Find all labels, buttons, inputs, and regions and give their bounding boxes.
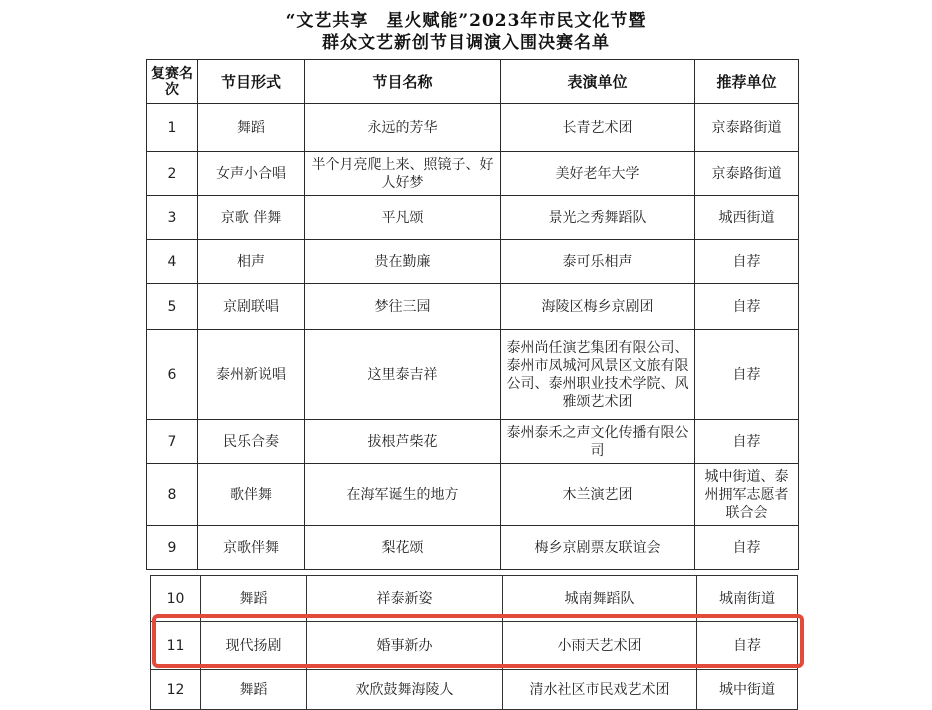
cell-form: 京歌 伴舞 <box>198 196 305 240</box>
cell-recommender: 自荐 <box>695 284 799 330</box>
cell-form: 京剧联唱 <box>198 284 305 330</box>
cell-recommender: 自荐 <box>697 622 798 670</box>
table-row <box>147 196 799 240</box>
table-row <box>147 330 799 420</box>
header-name: 节目名称 <box>305 60 501 104</box>
cell-unit: 城南舞蹈队 <box>503 576 697 622</box>
cell-form: 歌伴舞 <box>198 464 305 526</box>
cell-recommender: 自荐 <box>695 330 799 420</box>
cell-rank: 1 <box>147 104 198 152</box>
cell-name: 永远的芳华 <box>305 104 501 152</box>
cell-rank: 7 <box>147 420 198 464</box>
cell-unit: 泰州泰禾之声文化传播有限公司 <box>501 420 695 464</box>
cell-rank: 11 <box>151 622 201 670</box>
cell-name: 这里泰吉祥 <box>305 330 501 420</box>
cell-form: 泰州新说唱 <box>198 330 305 420</box>
cell-recommender: 自荐 <box>695 526 799 570</box>
cell-unit: 泰可乐相声 <box>501 240 695 284</box>
cell-name: 梨花颂 <box>305 526 501 570</box>
cell-unit: 木兰演艺团 <box>501 464 695 526</box>
cell-rank: 2 <box>147 152 198 196</box>
cell-form: 民乐合奏 <box>198 420 305 464</box>
cell-form: 京歌伴舞 <box>198 526 305 570</box>
document-title-line-1: “文艺共享 星火赋能”2023年市民文化节暨 <box>285 11 647 31</box>
cell-unit: 清水社区市民戏艺术团 <box>503 670 697 710</box>
cell-name: 半个月亮爬上来、照镜子、好人好梦 <box>305 152 501 196</box>
cell-form: 舞蹈 <box>198 104 305 152</box>
cell-recommender: 自荐 <box>695 240 799 284</box>
cell-recommender: 京泰路街道 <box>695 104 799 152</box>
cell-rank: 6 <box>147 330 198 420</box>
cell-recommender: 自荐 <box>695 420 799 464</box>
table-header-row <box>147 60 799 104</box>
finalist-table-continued <box>150 575 798 710</box>
cell-name: 欢欣鼓舞海陵人 <box>307 670 503 710</box>
cell-name: 平凡颂 <box>305 196 501 240</box>
table-row <box>147 464 799 526</box>
cell-rank: 12 <box>151 670 201 710</box>
header-form: 节目形式 <box>198 60 305 104</box>
cell-name: 贵在勤廉 <box>305 240 501 284</box>
table-row <box>151 576 798 622</box>
cell-name: 婚事新办 <box>307 622 503 670</box>
document-title-line-2: 群众文艺新创节目调演入围决赛名单 <box>322 33 610 53</box>
table-row <box>147 420 799 464</box>
header-rank: 复赛名次 <box>147 60 198 104</box>
table-row <box>151 670 798 710</box>
cell-unit: 梅乡京剧票友联谊会 <box>501 526 695 570</box>
header-unit: 表演单位 <box>501 60 695 104</box>
cell-name: 梦往三园 <box>305 284 501 330</box>
cell-unit: 泰州尚任演艺集团有限公司、泰州市凤城河风景区文旅有限公司、泰州职业技术学院、风雅颂艺术团 <box>501 330 695 420</box>
cell-rank: 10 <box>151 576 201 622</box>
cell-name: 祥泰新姿 <box>307 576 503 622</box>
cell-rank: 9 <box>147 526 198 570</box>
cell-form: 舞蹈 <box>201 576 307 622</box>
table-row <box>147 104 799 152</box>
table-row <box>147 152 799 196</box>
cell-form: 舞蹈 <box>201 670 307 710</box>
table-row <box>147 284 799 330</box>
cell-recommender: 京泰路街道 <box>695 152 799 196</box>
table-row <box>147 240 799 284</box>
finalist-table <box>146 59 799 570</box>
cell-recommender: 城中街道、泰州拥军志愿者联合会 <box>695 464 799 526</box>
cell-unit: 海陵区梅乡京剧团 <box>501 284 695 330</box>
header-recommender: 推荐单位 <box>695 60 799 104</box>
table-row-highlighted <box>151 622 798 670</box>
cell-unit: 长青艺术团 <box>501 104 695 152</box>
cell-form: 相声 <box>198 240 305 284</box>
cell-rank: 8 <box>147 464 198 526</box>
cell-name: 拔根芦柴花 <box>305 420 501 464</box>
cell-unit: 美好老年大学 <box>501 152 695 196</box>
cell-unit: 小雨天艺术团 <box>503 622 697 670</box>
cell-recommender: 城南街道 <box>697 576 798 622</box>
cell-recommender: 城中街道 <box>697 670 798 710</box>
cell-unit: 景光之秀舞蹈队 <box>501 196 695 240</box>
table-row <box>147 526 799 570</box>
cell-form: 女声小合唱 <box>198 152 305 196</box>
cell-recommender: 城西街道 <box>695 196 799 240</box>
cell-rank: 3 <box>147 196 198 240</box>
cell-rank: 5 <box>147 284 198 330</box>
cell-rank: 4 <box>147 240 198 284</box>
cell-form: 现代扬剧 <box>201 622 307 670</box>
cell-name: 在海军诞生的地方 <box>305 464 501 526</box>
